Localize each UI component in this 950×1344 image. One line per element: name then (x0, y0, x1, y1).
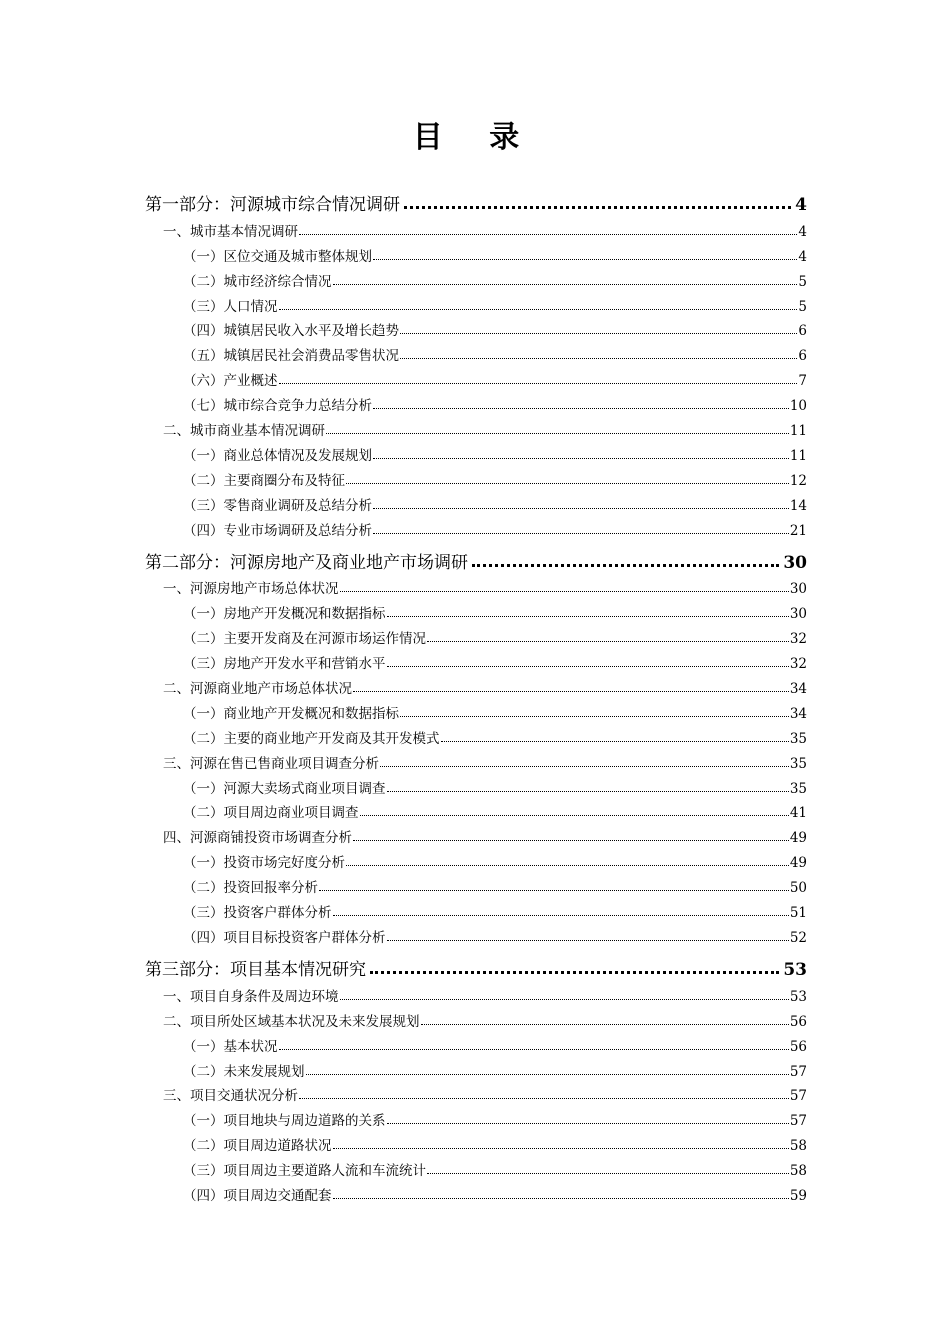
toc-page-number: 11 (789, 423, 807, 440)
toc-page-number: 34 (789, 705, 807, 722)
toc-entry-label: 二、城市商业基本情况调研 (163, 423, 325, 440)
toc-page-number: 57 (789, 1113, 807, 1130)
toc-entry-label: （三）人口情况 (183, 298, 278, 315)
toc-entry-label: 一、项目自身条件及周边环境 (163, 988, 339, 1005)
toc-dot-leader (346, 864, 789, 866)
toc-entry-label: （二）项目周边商业项目调查 (183, 805, 359, 822)
toc-dot-leader (299, 233, 797, 235)
toc-dot-leader (387, 790, 789, 792)
toc-dot-leader (306, 1073, 789, 1075)
toc-entry-label: （二）主要开发商及在河源市场运作情况 (183, 631, 426, 648)
toc-dot-leader (373, 457, 789, 459)
toc-dot-leader (340, 998, 789, 1000)
toc-subsection-entry[interactable] (145, 871, 807, 896)
toc-subsection-entry[interactable] (145, 772, 807, 797)
toc-page-number: 41 (789, 805, 807, 822)
toc-page-number: 32 (789, 631, 807, 648)
toc-page-number: 57 (789, 1088, 807, 1105)
toc-dot-leader (427, 640, 789, 642)
toc-dot-leader (400, 357, 797, 359)
toc-entry-label: （二）项目周边道路状况 (183, 1138, 332, 1155)
toc-entry-label: （七）城市综合竞争力总结分析 (183, 398, 372, 415)
toc-subsection-entry[interactable] (145, 1179, 807, 1204)
toc-entry-label: （六）产业概述 (183, 373, 278, 390)
toc-subsection-entry[interactable] (145, 290, 807, 315)
toc-page-number: 56 (789, 1038, 807, 1055)
toc-page-number: 35 (789, 755, 807, 772)
toc-entry-label: （一）区位交通及城市整体规划 (183, 248, 372, 265)
toc-page-number: 51 (789, 905, 807, 922)
toc-page-number: 5 (798, 298, 807, 315)
toc-dot-leader (373, 532, 789, 534)
toc-entry-label: （四）项目目标投资客户群体分析 (183, 929, 386, 946)
toc-dot-leader (373, 407, 789, 409)
toc-dot-leader (340, 590, 789, 592)
toc-page-number: 30 (783, 552, 807, 573)
toc-dot-leader (360, 814, 789, 816)
toc-entry-label: （三）投资客户群体分析 (183, 905, 332, 922)
toc-entry-label: （三）零售商业调研及总结分析 (183, 497, 372, 514)
toc-subsection-entry[interactable] (145, 389, 807, 414)
toc-entry-label: 第一部分：河源城市综合情况调研 (145, 195, 400, 215)
toc-entry-label: （一）河源大卖场式商业项目调查 (183, 780, 386, 797)
toc-section-entry[interactable] (145, 821, 807, 846)
toc-entry-label: （二）未来发展规划 (183, 1063, 305, 1080)
toc-entry-label: （二）城市经济综合情况 (183, 273, 332, 290)
toc-dot-leader (333, 1147, 789, 1149)
toc-page-number: 58 (789, 1163, 807, 1180)
toc-entry-label: （四）项目周边交通配套 (183, 1187, 332, 1204)
toc-dot-leader (299, 1097, 789, 1099)
toc-dot-leader (387, 665, 789, 667)
toc-subsection-entry[interactable] (145, 797, 807, 822)
toc-section-entry[interactable] (145, 573, 807, 598)
toc-dot-leader (441, 740, 789, 742)
toc-entry-label: 第三部分：项目基本情况研究 (145, 959, 366, 980)
toc-dot-leader (319, 889, 789, 891)
toc-entry-label: （二）投资回报率分析 (183, 880, 318, 897)
toc-subsection-entry[interactable] (145, 439, 807, 464)
toc-page-number: 58 (789, 1138, 807, 1155)
toc-page-number: 11 (789, 447, 807, 464)
toc-dot-leader (279, 382, 798, 384)
toc-dot-leader (279, 1048, 789, 1050)
toc-page-number: 4 (798, 248, 807, 265)
toc-dot-leader (400, 715, 789, 717)
toc-dot-leader (373, 258, 797, 260)
table-of-contents (145, 189, 807, 1204)
toc-subsection-entry[interactable] (145, 315, 807, 340)
toc-section-entry[interactable] (145, 672, 807, 697)
toc-dot-leader (370, 970, 779, 974)
toc-entry-label: （一）商业总体情况及发展规划 (183, 447, 372, 464)
toc-page-number: 4 (795, 195, 807, 215)
toc-dot-leader (279, 308, 798, 310)
toc-dot-leader (387, 615, 789, 617)
toc-subsection-entry[interactable] (145, 622, 807, 647)
toc-section-entry[interactable] (145, 414, 807, 439)
toc-page-number: 12 (789, 472, 807, 489)
toc-subsection-entry[interactable] (145, 722, 807, 747)
toc-entry-label: 四、河源商铺投资市场调查分析 (163, 830, 352, 847)
toc-subsection-entry[interactable] (145, 597, 807, 622)
toc-entry-label: （二）主要的商业地产开发商及其开发模式 (183, 730, 440, 747)
toc-entry-label: （一）投资市场完好度分析 (183, 855, 345, 872)
toc-page-number: 32 (789, 656, 807, 673)
toc-subsection-entry[interactable] (145, 1055, 807, 1080)
toc-entry-label: 二、项目所处区域基本状况及未来发展规划 (163, 1013, 420, 1030)
toc-subsection-entry[interactable] (145, 1154, 807, 1179)
toc-subsection-entry[interactable] (145, 240, 807, 265)
toc-page-number: 4 (798, 223, 807, 240)
toc-subsection-entry[interactable] (145, 1030, 807, 1055)
toc-entry-label: （一）商业地产开发概况和数据指标 (183, 705, 399, 722)
toc-page-number: 30 (789, 581, 807, 598)
toc-subsection-entry[interactable] (145, 896, 807, 921)
toc-page-number: 35 (789, 730, 807, 747)
toc-page-number: 6 (798, 348, 807, 365)
toc-section-entry[interactable] (145, 215, 807, 240)
toc-page-number: 5 (798, 273, 807, 290)
toc-entry-label: 三、河源在售已售商业项目调查分析 (163, 755, 379, 772)
toc-entry-label: （三）项目周边主要道路人流和车流统计 (183, 1163, 426, 1180)
toc-dot-leader (333, 1197, 789, 1199)
toc-entry-label: 三、项目交通状况分析 (163, 1088, 298, 1105)
toc-page-number: 56 (789, 1013, 807, 1030)
toc-entry-label: 一、河源房地产市场总体状况 (163, 581, 339, 598)
toc-entry-label: （三）房地产开发水平和营销水平 (183, 656, 386, 673)
toc-dot-leader (404, 205, 791, 209)
toc-subsection-entry[interactable] (145, 339, 807, 364)
toc-dot-leader (333, 283, 798, 285)
toc-entry-label: （二）主要商圈分布及特征 (183, 472, 345, 489)
toc-subsection-entry[interactable] (145, 1104, 807, 1129)
toc-dot-leader (472, 563, 779, 567)
toc-subsection-entry[interactable] (145, 364, 807, 389)
toc-entry-label: （一）房地产开发概况和数据指标 (183, 606, 386, 623)
toc-page-number: 53 (789, 988, 807, 1005)
toc-section-entry[interactable] (145, 980, 807, 1005)
toc-page-number: 59 (789, 1187, 807, 1204)
toc-page-number: 49 (789, 830, 807, 847)
toc-part-entry[interactable] (145, 954, 807, 980)
toc-entry-label: 一、城市基本情况调研 (163, 223, 298, 240)
toc-page-number: 14 (789, 497, 807, 514)
toc-part-entry[interactable] (145, 547, 807, 573)
toc-page-number: 7 (798, 373, 807, 390)
toc-page-number: 6 (798, 323, 807, 340)
toc-dot-leader (346, 482, 789, 484)
toc-page-number: 49 (789, 855, 807, 872)
toc-subsection-entry[interactable] (145, 921, 807, 946)
toc-page-number: 21 (789, 522, 807, 539)
toc-subsection-entry[interactable] (145, 514, 807, 539)
toc-subsection-entry[interactable] (145, 464, 807, 489)
toc-dot-leader (353, 839, 789, 841)
toc-subsection-entry[interactable] (145, 846, 807, 871)
toc-dot-leader (387, 939, 789, 941)
toc-entry-label: （五）城镇居民社会消费品零售状况 (183, 348, 399, 365)
toc-entry-label: 第二部分：河源房地产及商业地产市场调研 (145, 552, 468, 573)
toc-page-number: 30 (789, 606, 807, 623)
toc-dot-leader (373, 507, 789, 509)
toc-subsection-entry[interactable] (145, 265, 807, 290)
toc-subsection-entry[interactable] (145, 1129, 807, 1154)
toc-dot-leader (427, 1172, 789, 1174)
toc-entry-label: （一）项目地块与周边道路的关系 (183, 1113, 386, 1130)
toc-entry-label: （四）城镇居民收入水平及增长趋势 (183, 323, 399, 340)
toc-section-entry[interactable] (145, 1005, 807, 1030)
toc-part-entry[interactable] (145, 189, 807, 215)
toc-dot-leader (421, 1023, 789, 1025)
toc-subsection-entry[interactable] (145, 647, 807, 672)
toc-title: 目 录 (412, 120, 538, 155)
toc-subsection-entry[interactable] (145, 697, 807, 722)
toc-page-number: 50 (789, 880, 807, 897)
toc-entry-label: 二、河源商业地产市场总体状况 (163, 681, 352, 698)
toc-dot-leader (326, 432, 789, 434)
toc-subsection-entry[interactable] (145, 489, 807, 514)
toc-entry-label: （四）专业市场调研及总结分析 (183, 522, 372, 539)
toc-page-number: 34 (789, 681, 807, 698)
toc-page-number: 35 (789, 780, 807, 797)
toc-section-entry[interactable] (145, 747, 807, 772)
toc-page-number: 57 (789, 1063, 807, 1080)
toc-page-number: 52 (789, 929, 807, 946)
toc-dot-leader (380, 765, 789, 767)
toc-dot-leader (400, 332, 797, 334)
toc-page-number: 53 (783, 959, 807, 980)
toc-dot-leader (387, 1122, 789, 1124)
toc-page-number: 10 (789, 398, 807, 415)
toc-dot-leader (333, 914, 789, 916)
toc-dot-leader (353, 690, 789, 692)
toc-entry-label: （一）基本状况 (183, 1038, 278, 1055)
toc-section-entry[interactable] (145, 1080, 807, 1105)
